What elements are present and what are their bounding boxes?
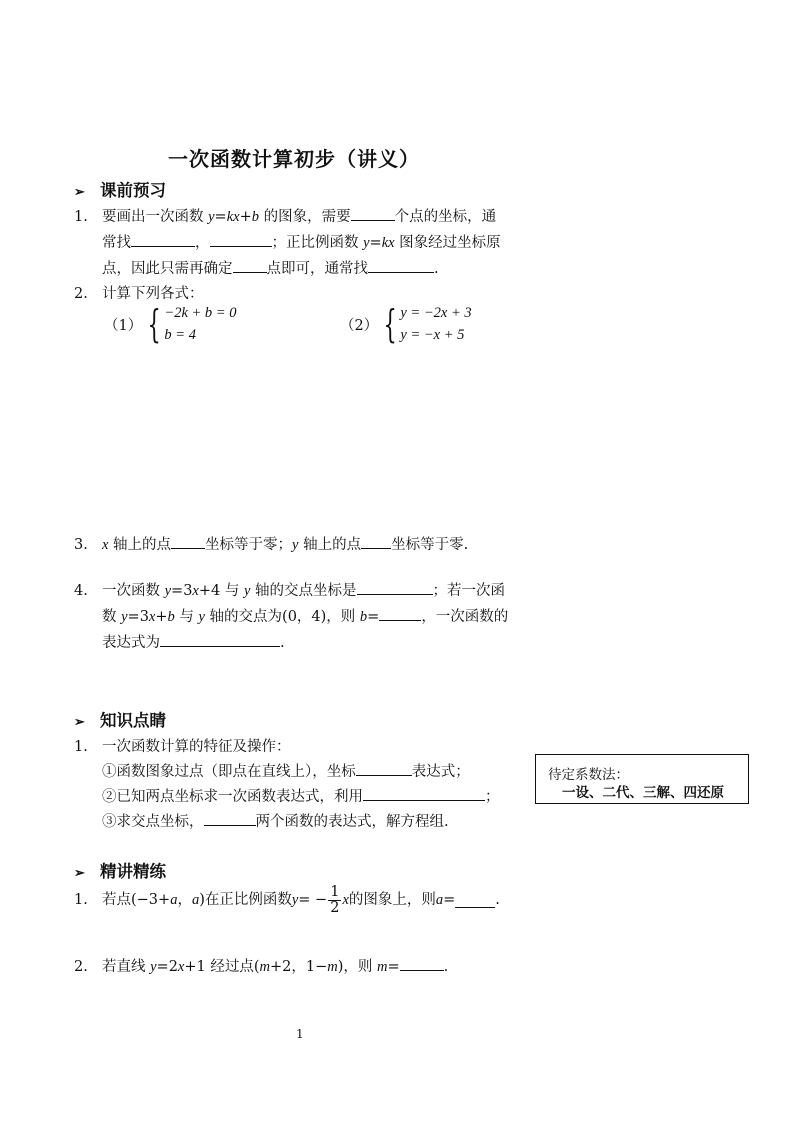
q4-line2: 数 y=3x+b 与 y 轴的交点为(0，4)，则 b= ，一次函数的: [102, 605, 508, 626]
brace-icon: {: [383, 302, 397, 346]
answer-blank[interactable]: [131, 232, 195, 247]
brace-icon: {: [147, 302, 161, 346]
equation: y = −2x + 3: [400, 305, 472, 321]
page-title: 一次函数计算初步（讲义）: [168, 147, 420, 171]
answer-blank[interactable]: [204, 811, 256, 826]
q4-line1: 4. 一次函数 y=3x+4 与 y 轴的交点坐标是 ；若一次函: [74, 579, 505, 600]
p2-number: 2.: [74, 959, 88, 975]
fraction: $\frac{1}{2}$: [330, 884, 340, 916]
q4-number: 4.: [74, 583, 88, 599]
q1-line2: 常找 ， ；正比例函数 y=kx 图象经过坐标原: [102, 231, 501, 252]
answer-blank[interactable]: [368, 258, 434, 273]
answer-blank[interactable]: [361, 534, 391, 549]
answer-blank[interactable]: [379, 606, 421, 621]
k1-line: 1. 一次函数计算的特征及操作：: [74, 739, 291, 755]
answer-blank[interactable]: [400, 956, 444, 971]
equation: y = −x + 5: [400, 327, 465, 343]
equation: −2k + b = 0: [164, 305, 237, 321]
page-number: 1: [296, 1027, 304, 1041]
answer-blank[interactable]: [356, 761, 412, 776]
section-knowledge: [74, 707, 166, 731]
q2-part1-label: （1）: [104, 317, 143, 334]
section-practice: [74, 858, 166, 882]
answer-blank[interactable]: [363, 786, 485, 801]
q1-line3: 点，因此只需再确定 点即可，通常找 .: [102, 257, 439, 278]
q1-number: 1.: [74, 209, 88, 225]
q3-line: 3. x 轴上的点 坐标等于零；y 轴上的点 坐标等于零.: [74, 533, 468, 554]
arrow-icon: ➢: [74, 715, 85, 730]
p1-line: 1. 若点(−3+ a ， a )在正比例函数 y = − $\frac{1}{2}$ x 的图象上，则 a = .: [74, 884, 500, 916]
k1-item3: ③求交点坐标， 两个函数的表达式，解方程组.: [102, 810, 449, 831]
answer-blank[interactable]: [233, 258, 267, 273]
q2-line: 2. 计算下列各式：: [74, 286, 204, 302]
k1-item2: ②已知两点坐标求一次函数表达式，利用 ；: [102, 785, 500, 806]
answer-blank[interactable]: [160, 632, 280, 647]
q2-part2-label: （2）: [340, 317, 379, 334]
q3-number: 3.: [74, 537, 88, 553]
q2-number: 2.: [74, 286, 88, 302]
answer-blank[interactable]: [455, 893, 495, 908]
method-box-title: 待定系数法：: [548, 767, 629, 783]
k1-item1: ①函数图象过点（即点在直线上），坐标 表达式；: [102, 760, 470, 781]
section-preview: [74, 177, 166, 201]
equation: b = 4: [164, 327, 196, 343]
p1-number: 1.: [74, 892, 88, 908]
method-box: [535, 754, 749, 804]
answer-blank[interactable]: [171, 534, 205, 549]
method-box-steps: 一设、二代、三解、四还原: [562, 785, 724, 801]
answer-blank[interactable]: [357, 580, 433, 595]
arrow-icon: ➢: [74, 185, 85, 200]
q4-line3: 表达式为 .: [102, 631, 285, 652]
section-preview-label: 课前预习: [100, 181, 166, 200]
q2-system-2: [340, 302, 472, 346]
section-practice-label: 精讲精练: [100, 862, 166, 881]
answer-blank[interactable]: [210, 232, 272, 247]
p2-line: 2. 若直线 y=2x+1 经过点(m+2，1−m)，则 m= .: [74, 955, 448, 976]
q1-line1: 1. 要画出一次函数 y=kx+b 的图象，需要 个点的坐标，通: [74, 205, 496, 226]
q2-system-1: [104, 302, 236, 346]
k1-number: 1.: [74, 739, 88, 755]
arrow-icon: ➢: [74, 866, 85, 881]
section-knowledge-label: 知识点睛: [100, 711, 166, 730]
answer-blank[interactable]: [351, 206, 395, 221]
